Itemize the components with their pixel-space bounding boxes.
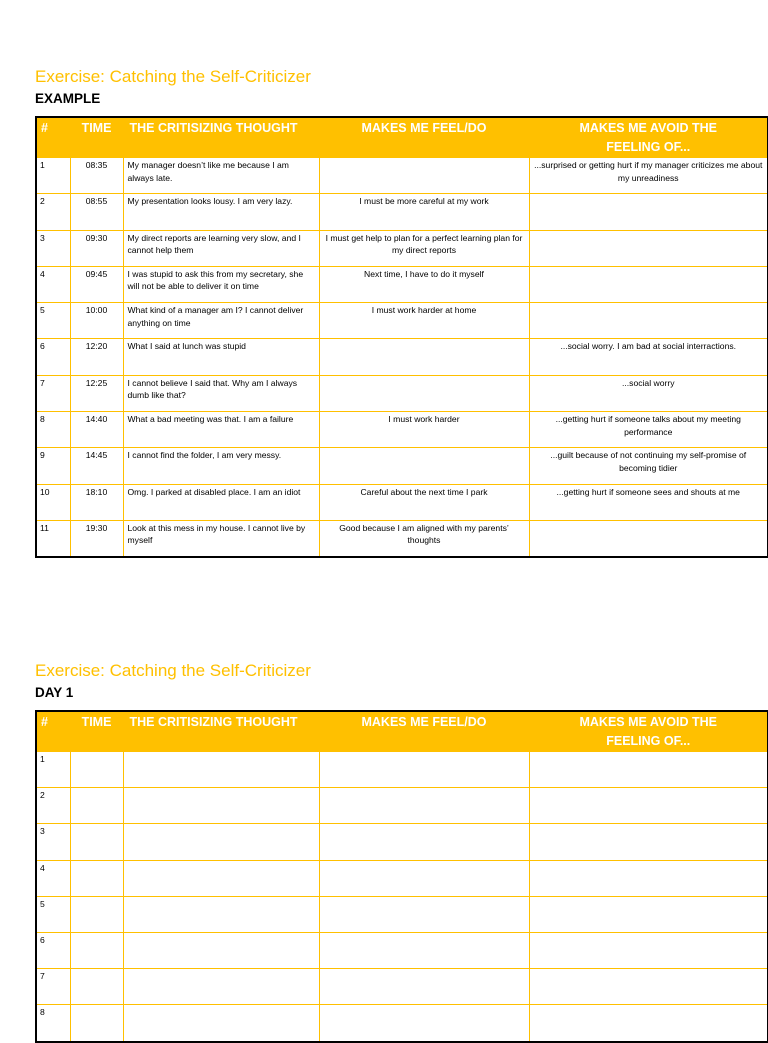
table-row <box>36 230 768 266</box>
table-row <box>36 520 768 557</box>
time-cell: 14:45 <box>70 448 123 484</box>
table-row <box>36 932 768 968</box>
table-row <box>36 788 768 824</box>
feel-do-cell[interactable] <box>319 1005 529 1042</box>
row-number-cell: 5 <box>36 303 70 339</box>
avoid-feeling-cell[interactable] <box>529 860 768 896</box>
row-number-cell: 4 <box>36 266 70 302</box>
avoid-feeling-cell: ...guilt because of not continuing my self-promise of becoming tidier <box>529 448 768 484</box>
time-cell[interactable] <box>70 896 123 932</box>
time-cell[interactable] <box>70 788 123 824</box>
row-number-cell: 5 <box>36 896 70 932</box>
time-cell[interactable] <box>70 752 123 788</box>
thought-cell: I cannot believe I said that. Why am I always dumb like that? <box>123 375 319 411</box>
col-header-thought: THE CRITISIZING THOUGHT <box>123 117 319 158</box>
thought-cell: What a bad meeting was that. I am a failure <box>123 412 319 448</box>
feel-do-cell[interactable] <box>319 969 529 1005</box>
thought-cell: My direct reports are learning very slow, and I cannot help them <box>123 230 319 266</box>
table-row <box>36 448 768 484</box>
row-number-cell: 1 <box>36 158 70 194</box>
day-table-body <box>36 752 768 1042</box>
feel-do-cell[interactable] <box>319 752 529 788</box>
row-number-cell: 7 <box>36 375 70 411</box>
example-table <box>35 116 768 558</box>
feel-do-cell: I must work harder at home <box>319 303 529 339</box>
avoid-feeling-cell[interactable] <box>529 752 768 788</box>
thought-cell[interactable] <box>123 824 319 860</box>
row-number-cell: 8 <box>36 1005 70 1042</box>
thought-cell[interactable] <box>123 932 319 968</box>
feel-do-cell: Next time, I have to do it myself <box>319 266 529 302</box>
thought-cell[interactable] <box>123 896 319 932</box>
day-exercise-title: Exercise: Catching the Self-Criticizer <box>35 661 311 680</box>
feel-do-cell: Careful about the next time I park <box>319 484 529 520</box>
row-number-cell: 11 <box>36 520 70 557</box>
avoid-feeling-cell[interactable] <box>529 896 768 932</box>
feel-do-cell: I must be more careful at my work <box>319 194 529 230</box>
avoid-feeling-cell <box>529 194 768 230</box>
day-section <box>35 661 767 1043</box>
avoid-feeling-cell[interactable] <box>529 969 768 1005</box>
table-row <box>36 752 768 788</box>
col-header-number: # <box>36 711 70 752</box>
thought-cell: I cannot find the folder, I am very messy. <box>123 448 319 484</box>
avoid-feeling-cell <box>529 266 768 302</box>
thought-cell: I was stupid to ask this from my secretary, she will not be able to deliver it on time <box>123 266 319 302</box>
feel-do-cell <box>319 158 529 194</box>
time-cell: 19:30 <box>70 520 123 557</box>
thought-cell[interactable] <box>123 1005 319 1042</box>
row-number-cell: 8 <box>36 412 70 448</box>
col-header-number: # <box>36 117 70 158</box>
time-cell[interactable] <box>70 969 123 1005</box>
avoid-feeling-cell <box>529 520 768 557</box>
example-section <box>35 67 767 558</box>
feel-do-cell: I must work harder <box>319 412 529 448</box>
row-number-cell: 7 <box>36 969 70 1005</box>
col-header-feel: MAKES ME FEEL/DO <box>319 711 529 752</box>
thought-cell: My presentation looks lousy. I am very lazy. <box>123 194 319 230</box>
avoid-feeling-cell[interactable] <box>529 1005 768 1042</box>
table-row <box>36 896 768 932</box>
avoid-feeling-cell[interactable] <box>529 932 768 968</box>
table-row <box>36 303 768 339</box>
thought-cell: What kind of a manager am I? I cannot deliver anything on time <box>123 303 319 339</box>
table-row <box>36 375 768 411</box>
table-row <box>36 969 768 1005</box>
time-cell: 08:55 <box>70 194 123 230</box>
day-subtitle: DAY 1 <box>35 685 74 700</box>
time-cell: 09:45 <box>70 266 123 302</box>
day-table <box>35 710 768 1043</box>
thought-cell[interactable] <box>123 788 319 824</box>
example-table-body <box>36 158 768 558</box>
feel-do-cell[interactable] <box>319 788 529 824</box>
row-number-cell: 9 <box>36 448 70 484</box>
col-header-thought: THE CRITISIZING THOUGHT <box>123 711 319 752</box>
feel-do-cell[interactable] <box>319 824 529 860</box>
table-row <box>36 158 768 194</box>
avoid-feeling-cell: ...social worry <box>529 375 768 411</box>
avoid-feeling-cell[interactable] <box>529 824 768 860</box>
table-row <box>36 266 768 302</box>
row-number-cell: 10 <box>36 484 70 520</box>
col-header-avoid: MAKES ME AVOID THE FEELING OF... <box>529 117 768 158</box>
time-cell: 14:40 <box>70 412 123 448</box>
time-cell[interactable] <box>70 1005 123 1042</box>
row-number-cell: 2 <box>36 194 70 230</box>
example-exercise-title: Exercise: Catching the Self-Criticizer <box>35 67 311 86</box>
row-number-cell: 2 <box>36 788 70 824</box>
day-header-row <box>36 711 768 752</box>
row-number-cell: 4 <box>36 860 70 896</box>
time-cell: 12:20 <box>70 339 123 375</box>
feel-do-cell: Good because I am aligned with my parents’ thoughts <box>319 520 529 557</box>
row-number-cell: 6 <box>36 932 70 968</box>
table-row <box>36 824 768 860</box>
avoid-feeling-cell: ...social worry. I am bad at social interractions. <box>529 339 768 375</box>
col-header-time: TIME <box>70 711 123 752</box>
feel-do-cell[interactable] <box>319 860 529 896</box>
example-subtitle: EXAMPLE <box>35 91 101 106</box>
col-header-feel: MAKES ME FEEL/DO <box>319 117 529 158</box>
col-header-avoid: MAKES ME AVOID THE FEELING OF... <box>529 711 768 752</box>
table-row <box>36 194 768 230</box>
row-number-cell: 6 <box>36 339 70 375</box>
time-cell: 10:00 <box>70 303 123 339</box>
thought-cell[interactable] <box>123 860 319 896</box>
time-cell: 08:35 <box>70 158 123 194</box>
avoid-feeling-cell: ...getting hurt if someone talks about my meeting performance <box>529 412 768 448</box>
feel-do-cell <box>319 448 529 484</box>
thought-cell: What I said at lunch was stupid <box>123 339 319 375</box>
feel-do-cell <box>319 339 529 375</box>
thought-cell[interactable] <box>123 752 319 788</box>
table-row <box>36 1005 768 1042</box>
time-cell[interactable] <box>70 824 123 860</box>
feel-do-cell: I must get help to plan for a perfect learning plan for my direct reports <box>319 230 529 266</box>
feel-do-cell[interactable] <box>319 896 529 932</box>
avoid-feeling-cell: ...getting hurt if someone sees and shouts at me <box>529 484 768 520</box>
col-header-time: TIME <box>70 117 123 158</box>
avoid-feeling-cell <box>529 230 768 266</box>
thought-cell[interactable] <box>123 969 319 1005</box>
time-cell: 12:25 <box>70 375 123 411</box>
table-row <box>36 484 768 520</box>
row-number-cell: 3 <box>36 824 70 860</box>
time-cell[interactable] <box>70 932 123 968</box>
row-number-cell: 1 <box>36 752 70 788</box>
table-row <box>36 339 768 375</box>
row-number-cell: 3 <box>36 230 70 266</box>
example-header-row <box>36 117 768 158</box>
thought-cell: Look at this mess in my house. I cannot live by myself <box>123 520 319 557</box>
table-row <box>36 860 768 896</box>
table-row <box>36 412 768 448</box>
feel-do-cell <box>319 375 529 411</box>
time-cell: 18:10 <box>70 484 123 520</box>
avoid-feeling-cell <box>529 303 768 339</box>
time-cell[interactable] <box>70 860 123 896</box>
avoid-feeling-cell[interactable] <box>529 788 768 824</box>
thought-cell: Omg. I parked at disabled place. I am an idiot <box>123 484 319 520</box>
thought-cell: My manager doesn’t like me because I am always late. <box>123 158 319 194</box>
time-cell: 09:30 <box>70 230 123 266</box>
feel-do-cell[interactable] <box>319 932 529 968</box>
avoid-feeling-cell: ...surprised or getting hurt if my manager criticizes me about my unreadiness <box>529 158 768 194</box>
